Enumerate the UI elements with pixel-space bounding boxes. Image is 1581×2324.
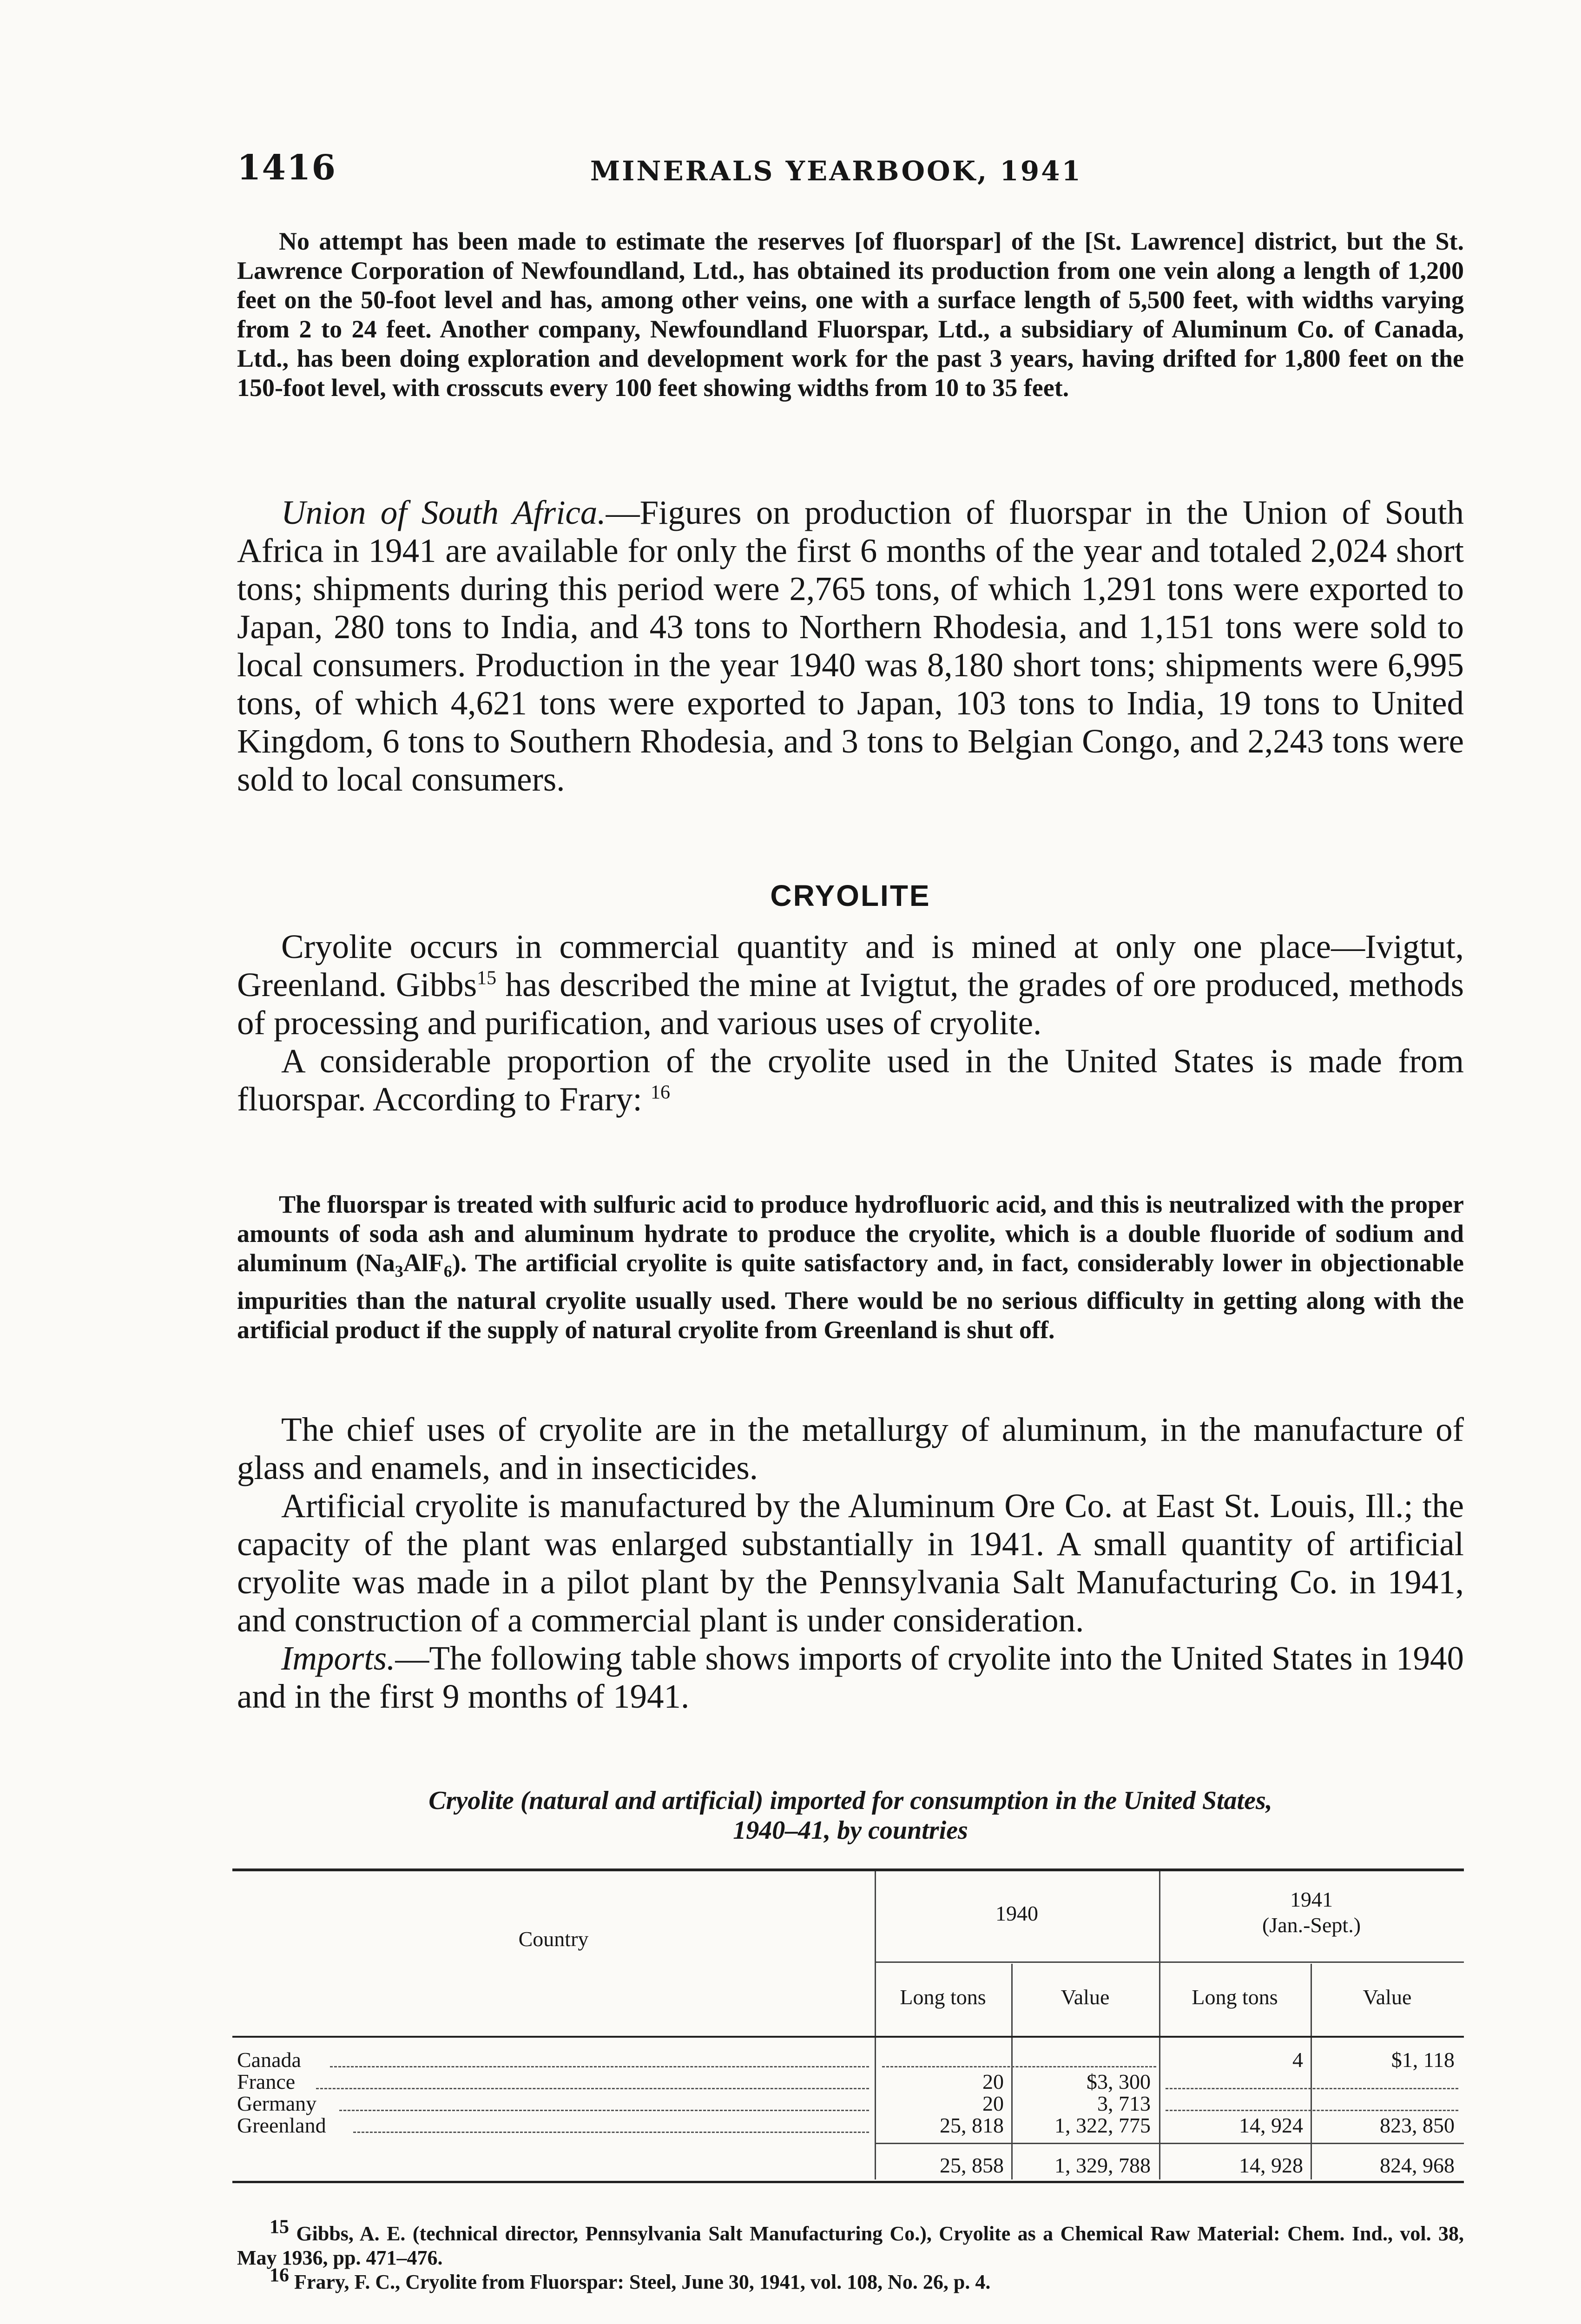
- cryolite-paragraph-1: [237, 928, 1464, 1042]
- row-lt1940: 20: [982, 2070, 1004, 2093]
- table-bottom-rule: [232, 2181, 1464, 2183]
- footnote-mark: 16: [270, 2265, 289, 2286]
- dot-leader: [882, 2066, 1156, 2067]
- footnote-text: Frary, F. C., Cryolite from Fluorspar: Steel, June 30, 1941, vol. 108, No. 26, p. 4.: [289, 2271, 991, 2293]
- footnote-text: Gibbs, A. E. (technical director, Pennsylvania Salt Manufacturing Co.), Cryolite as a Chemical Raw Material: Chem. Ind., vol. 38, May 1936, pp. 471–476.: [237, 2222, 1464, 2269]
- total-lt1941: 14, 928: [1239, 2153, 1303, 2177]
- row-lt1940: 25, 818: [940, 2113, 1004, 2137]
- quote2-formula: AlF: [403, 1249, 444, 1277]
- row-v1940: 1, 322, 775: [1054, 2113, 1151, 2137]
- quote-paragraph: No attempt has been made to estimate the reserves [of fluorspar] of the [St. Lawrence] district, but the St. Lawrence Corporation of Newfoundland, Ltd., has obtained its production from one vein along a length of 1,200 feet on the 50-foot level and has, among other veins, one with a surface length of 5,500 feet, with widths varying from 2 to 24 feet. Another company, Newfoundland Fluorspar, Ltd., a subsidiary of Aluminum Co. of Canada, Ltd., has been doing exploration and development work for the past 3 years, having drifted for 1,800 feet on the 150-foot level, with crosscuts every 100 feet showing widths from 10 to 35 feet.: [237, 227, 1464, 402]
- header-long-tons-1941: Long tons: [1192, 1985, 1278, 2009]
- footnote-16: [237, 2265, 1464, 2294]
- south-africa-heading: Union of South Africa.: [281, 494, 606, 531]
- quote2-text-cont: ). The artificial cryolite is quite satisfactory and, in fact, considerably lower in objectionable impurities than the natural cryolite usually used. There would be no serious difficulty in getting along with the artificial product if the supply of natural cryolite from Greenland is shut off.: [237, 1249, 1464, 1344]
- section-heading: CRYOLITE: [770, 879, 931, 912]
- page-number: 1416: [237, 148, 336, 188]
- table-caption: [237, 1786, 1464, 1845]
- header-value-1940: Value: [1061, 1985, 1110, 2009]
- cryolite-p2-text: A considerable proportion of the cryolite used in the United States is made from fluorspar. According to Frary:: [237, 1042, 1464, 1118]
- total-lt1940: 25, 858: [940, 2153, 1004, 2177]
- footnotes: [237, 2216, 1464, 2294]
- header-subrule: [876, 1961, 1464, 1963]
- dot-leader: [339, 2110, 869, 2111]
- frary-quote-paragraph: [237, 1190, 1464, 1345]
- row-lt1941: 14, 924: [1239, 2113, 1303, 2137]
- dot-leader: [316, 2088, 869, 2089]
- south-africa-paragraph: [237, 494, 1464, 799]
- running-head: MINERALS YEARBOOK, 1941: [590, 155, 1082, 187]
- total-v1941: 824, 968: [1380, 2153, 1455, 2177]
- subscript-3: 3: [395, 1261, 403, 1281]
- footnote-mark: 15: [270, 2216, 289, 2238]
- row-country: Germany: [237, 2092, 317, 2115]
- footnote-15: [237, 2216, 1464, 2270]
- south-africa-section: [237, 494, 1464, 799]
- header-1940: 1940: [995, 1901, 1038, 1925]
- header-1941: 1941: [1290, 1888, 1333, 1911]
- row-country: France: [237, 2070, 296, 2093]
- header-1941-period: (Jan.-Sept.): [1262, 1913, 1361, 1937]
- cryolite-p1-text-cont: has described the mine at Ivigtut, the grades of ore produced, methods of processing and purification, and various uses of cryolite.: [237, 966, 1464, 1042]
- imports-text: —The following table shows imports of cryolite into the United States in 1940 and in the first 9 months of 1941.: [237, 1639, 1464, 1715]
- quote-st-lawrence: [237, 227, 1464, 403]
- row-country: Greenland: [237, 2113, 326, 2137]
- row-lt1940: 20: [982, 2092, 1004, 2115]
- page-header: [237, 148, 1455, 199]
- row-v1940: $3, 300: [1087, 2070, 1151, 2093]
- header-bottom-rule: [232, 2036, 1464, 2038]
- dot-leader: [353, 2132, 869, 2133]
- table-caption-line-1: Cryolite (natural and artificial) imported for consumption in the United States,: [428, 1786, 1272, 1815]
- imports-paragraph: [237, 1639, 1464, 1716]
- quote-frary: [237, 1190, 1464, 1345]
- cryolite-paragraph-2: [237, 1042, 1464, 1118]
- row-v1940: 3, 713: [1097, 2092, 1151, 2115]
- dot-leader: [1166, 2110, 1458, 2111]
- cryolite-uses-section: [237, 1411, 1464, 1716]
- total-v1940: 1, 329, 788: [1054, 2153, 1151, 2177]
- table-top-rule: [232, 1868, 1464, 1871]
- imports-heading: Imports.: [281, 1639, 395, 1677]
- dot-leader: [1166, 2088, 1458, 2089]
- south-africa-text: —Figures on production of fluorspar in the Union of South Africa in 1941 are available for only the first 6 months of the year and totaled 2,024 short tons; shipments during this period were 2,765 tons, of which 1,291 tons were exported to Japan, 280 tons to India, and 43 tons to Northern Rhodesia, and 1,151 tons were sold to local consumers. Production in the year 1940 was 8,180 short tons; shipments were 6,995 tons, of which 4,621 tons were exported to Japan, 103 tons to India, 19 tons to United Kingdom, 6 tons to Southern Rhodesia, and 3 tons to Belgian Congo, and 2,243 tons were sold to local consumers.: [237, 494, 1464, 798]
- header-long-tons-1940: Long tons: [900, 1985, 986, 2009]
- header-value-1941: Value: [1363, 1985, 1412, 2009]
- row-v1941: $1, 118: [1391, 2048, 1455, 2072]
- row-lt1941: 4: [1292, 2048, 1303, 2072]
- dot-leader: [330, 2066, 869, 2067]
- footnote-ref-15: 15: [477, 967, 497, 989]
- row-country: Canada: [237, 2048, 301, 2072]
- table-caption-line-2: 1940–41, by countries: [733, 1816, 968, 1845]
- header-country: Country: [518, 1927, 589, 1951]
- subscript-6: 6: [443, 1261, 452, 1281]
- totals-rule: [876, 2143, 1464, 2144]
- cryolite-paragraph-4: Artificial cryolite is manufactured by the Aluminum Ore Co. at East St. Louis, Ill.; the capacity of the plant was enlarged substantially in 1941. A small quantity of artificial cryolite was made in a pilot plant by the Pennsylvania Salt Manufacturing Co. in 1941, and construction of a commercial plant is under consideration.: [237, 1487, 1464, 1639]
- cryolite-p1-text: Cryolite occurs in commercial quantity and is mined at only one place—Ivigtut, Greenland. Gibbs: [237, 928, 1464, 1004]
- footnote-ref-16: 16: [651, 1082, 671, 1103]
- cryolite-paragraph-3: The chief uses of cryolite are in the metallurgy of aluminum, in the manufacture of glass and enamels, and in insecticides.: [237, 1411, 1464, 1486]
- imports-table: [232, 1868, 1464, 2194]
- cryolite-section: [237, 928, 1464, 1118]
- quote2-text: The fluorspar is treated with sulfuric acid to produce hydrofluoric acid, and this is neutralized with the proper amounts of soda ash and aluminum hydrate to produce the cryolite, which is a double fluoride of sodium and aluminum (Na: [237, 1190, 1464, 1277]
- row-v1941: 823, 850: [1380, 2113, 1455, 2137]
